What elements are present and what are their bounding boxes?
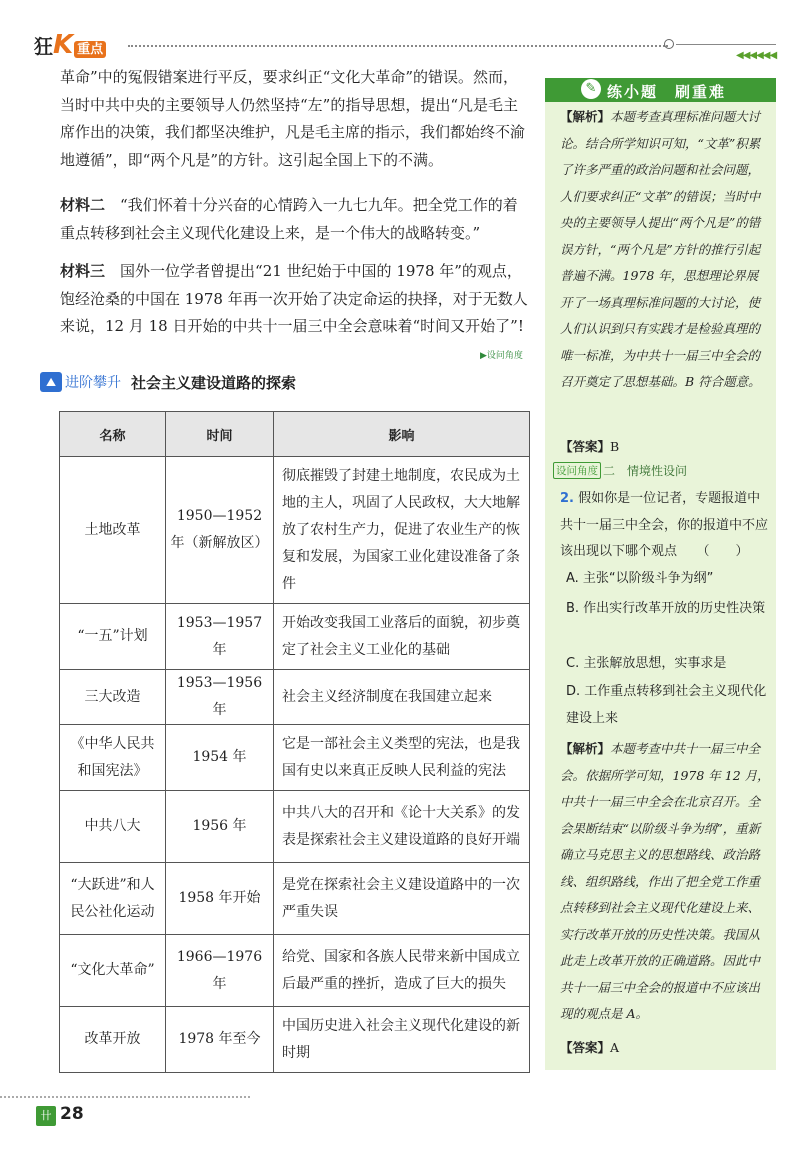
explanation-2-text: 本题考查中共十一届三中全会。依据所学可知，1978 年 12 月，中共十一届三中全会在北京召开。全会果断结束“以阶级斗争为纲”，重新确立马克思主义的思想路线、政治路线、组织路线，作出了把全党工作重点转移到社会主义现代化建设上来、实行改革开放的历史性决策。我国从此走上改革开放的正确道路。因此中共十一届三中全会的报道中不应该出现的观点是 A。: [560, 741, 770, 1021]
explanation-2: [560, 736, 770, 1028]
cell-time: 1954 年: [166, 725, 274, 791]
cell-time: 1950—1952 年（新解放区）: [166, 457, 274, 604]
question-2: [560, 486, 772, 566]
option-a: A. 主张“以阶级斗争为纲”: [566, 571, 714, 586]
cell-effect: 是党在探索社会主义建设道路中的一次严重失误: [274, 863, 530, 935]
logo-text-b: 重点: [74, 41, 106, 58]
question-2-text: 假如你是一位记者，专题报道中共十一届三中全会，你的报道中不应该出现以下哪个观点 （ ）: [560, 491, 769, 559]
header-dotted-rule: [128, 45, 668, 47]
page-badge-icon: 卄: [36, 1106, 56, 1126]
cell-effect: 中共八大的召开和《论十大关系》的发表是探索社会主义建设道路的良好开端: [274, 791, 530, 863]
cell-name: 三大改造: [60, 670, 166, 725]
col-header-effect: 影响: [274, 412, 530, 457]
answer-1: [560, 434, 770, 461]
cell-effect: 中国历史进入社会主义现代化建设的新时期: [274, 1007, 530, 1073]
cell-time: 1953—1957 年: [166, 604, 274, 670]
intro-text: 革命”中的冤假错案进行平反，要求纠正“文化大革命”的错误。然而，当时中共中央的主要领导人仍然坚持“左”的指导思想，提出“凡是毛主席作出的决策，我们都坚决维护，凡是毛主席的指示，我们都始终不渝地遵循”，即“两个凡是”的方针。这引起全国上下的不满。: [60, 68, 526, 169]
explanation-1-text: 本题考查真理标准问题大讨论。结合所学知识可知，“文革”积累了许多严重的政治问题和社会问题，人们要求纠正“文革”的错误；当时中央的主要领导人提出“两个凡是”的错误方针，“两个凡是”方针的推行引起普遍不满。1978 年，思想理论界展开了一场真理标准问题的大讨论，使人们认识到只有实践才是检验真理的唯一标准，为中共十一届三中全会的召开奠定了思想基础。B 符合题意。: [560, 109, 761, 389]
logo-text-a: 狂: [34, 36, 54, 58]
cell-time: 1958 年开始: [166, 863, 274, 935]
cell-effect: 给党、国家和各族人民带来新中国成立后最严重的挫折，造成了巨大的损失: [274, 935, 530, 1007]
header-rule: [676, 44, 776, 45]
explanation-2-label: 【解析】: [560, 741, 611, 756]
practice-panel-header: [545, 78, 776, 102]
practice-panel-title: 练小题 刷重难: [607, 83, 727, 101]
question-2-number: 2.: [560, 491, 574, 506]
table-row: [60, 935, 530, 1007]
header-arrows-icon: ◀◀◀◀◀◀: [736, 50, 777, 61]
col-header-time: 时间: [166, 412, 274, 457]
explanation-1: [560, 104, 770, 396]
table-row: [60, 725, 530, 791]
intro-paragraph: [60, 64, 530, 174]
material-2: [60, 192, 530, 247]
table-row: [60, 670, 530, 725]
cell-name: “文化大革命”: [60, 935, 166, 1007]
question-angle-heading: [553, 462, 687, 479]
table-row: [60, 863, 530, 935]
cell-name: 中共八大: [60, 791, 166, 863]
material-3-label: 材料三: [60, 262, 106, 280]
question-angle-text: 二 情境性设问: [603, 464, 688, 478]
answer-2: [560, 1035, 770, 1062]
climb-icon: ⛰: [40, 372, 62, 392]
answer-1-label: 【答案】: [560, 439, 611, 454]
material-3-text: 国外一位学者曾提出“21 世纪始于中国的 1978 年”的观点，饱经沧桑的中国在 1978 年再一次开始了决定命运的抉择，对于无数人来说，12 月 18 日开始的中共十一届三中全会意味着“时间又开始了”!: [60, 262, 528, 335]
book-logo: [34, 30, 106, 60]
cell-name: 改革开放: [60, 1007, 166, 1073]
option-c: C. 主张解放思想，实事求是: [566, 656, 727, 671]
footer-dotted-rule: [0, 1096, 250, 1098]
advanced-label: 进阶攀升: [65, 375, 121, 391]
cell-name: 《中华人民共和国宪法》: [60, 725, 166, 791]
explanation-1-label: 【解析】: [560, 109, 611, 124]
col-header-name: 名称: [60, 412, 166, 457]
answer-2-value: A: [610, 1040, 620, 1055]
exploration-table: [59, 411, 530, 1073]
cell-effect: 它是一部社会主义类型的宪法，也是我国有史以来真正反映人民利益的宪法: [274, 725, 530, 791]
cell-name: 土地改革: [60, 457, 166, 604]
option-d: D. 工作重点转移到社会主义现代化建设上来: [566, 684, 767, 726]
question-angle-tag: ▶设问角度: [480, 351, 523, 361]
table-header-row: [60, 412, 530, 457]
cell-effect: 彻底摧毁了封建土地制度，农民成为土地的主人，巩固了人民政权，大大地解放了农村生产力，促进了农业生产的恢复和发展，为国家工业化建设准备了条件: [274, 457, 530, 604]
header-ring-icon: [664, 39, 674, 49]
option-b: B. 作出实行改革开放的历史性决策: [566, 601, 766, 616]
material-3: [60, 258, 530, 341]
question-angle-badge: 设问角度: [553, 462, 601, 479]
cell-effect: 开始改变我国工业落后的面貌，初步奠定了社会主义工业化的基础: [274, 604, 530, 670]
cell-time: 1978 年至今: [166, 1007, 274, 1073]
cell-effect: 社会主义经济制度在我国建立起来: [274, 670, 530, 725]
material-2-label: 材料二: [60, 196, 106, 214]
cell-time: 1966—1976 年: [166, 935, 274, 1007]
material-2-text: “我们怀着十分兴奋的心情跨入一九七九年。把全党工作的着重点转移到社会主义现代化建设上来，是一个伟大的战略转变。”: [60, 196, 518, 242]
table-row: [60, 1007, 530, 1073]
answer-2-label: 【答案】: [560, 1040, 611, 1055]
answer-1-value: B: [610, 439, 620, 454]
table-row: [60, 791, 530, 863]
table-row: [60, 604, 530, 670]
page-number: 28: [60, 1104, 84, 1124]
reader-icon: ✎: [581, 79, 601, 99]
cell-name: “大跃进”和人民公社化运动: [60, 863, 166, 935]
logo-text-k: K: [53, 30, 74, 60]
advanced-section-heading: [40, 371, 296, 393]
table-row: [60, 457, 530, 604]
advanced-title: 社会主义建设道路的探索: [131, 373, 297, 392]
cell-name: “一五”计划: [60, 604, 166, 670]
cell-time: 1956 年: [166, 791, 274, 863]
cell-time: 1953—1956 年: [166, 670, 274, 725]
